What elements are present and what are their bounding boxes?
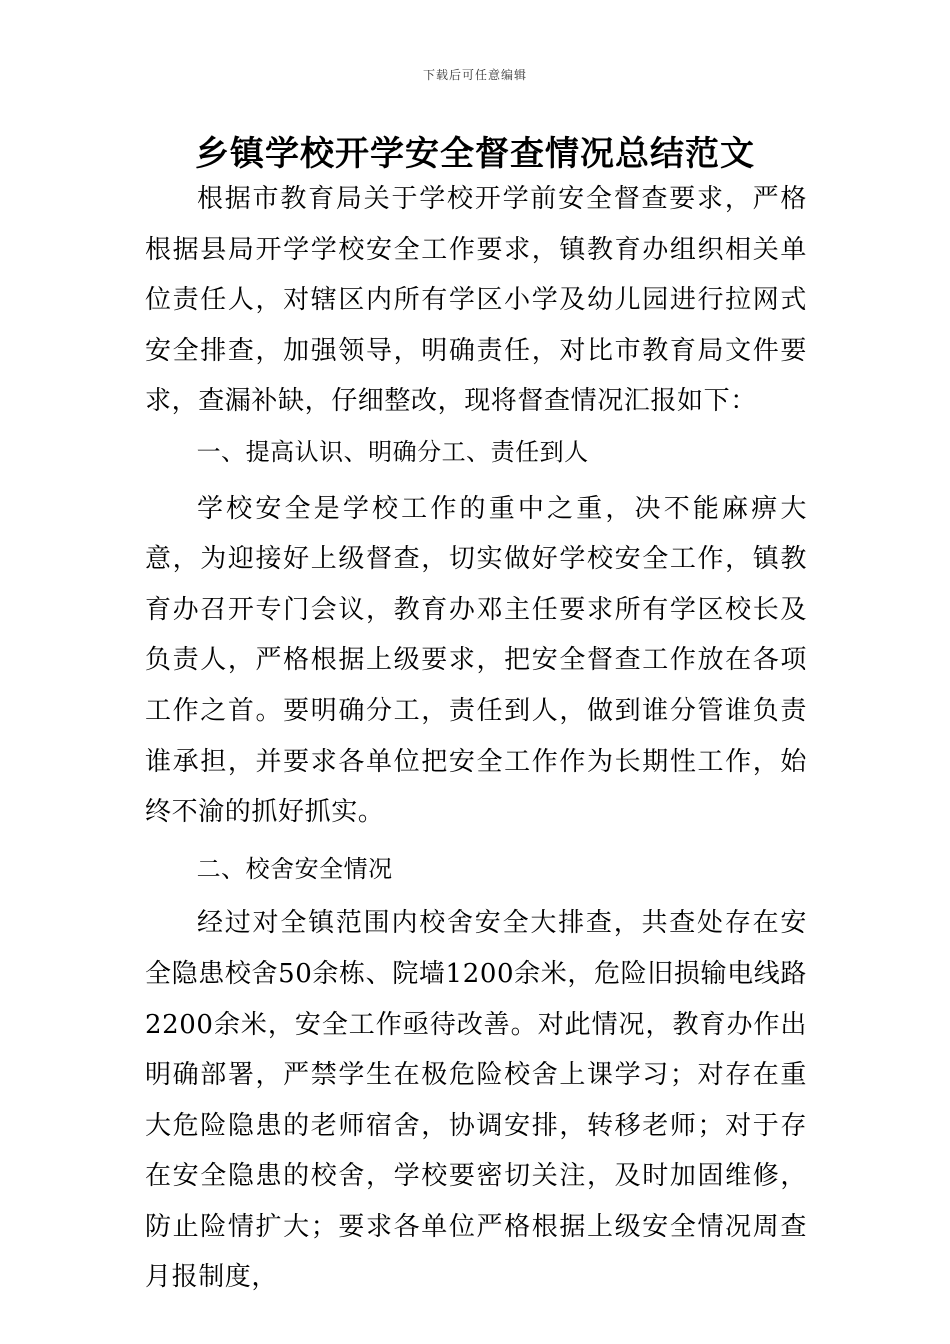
section-heading-2: 二、校舍安全情况 bbox=[196, 854, 393, 883]
section-heading-1: 一、提高认识、明确分工、责任到人 bbox=[196, 437, 589, 466]
document-body bbox=[145, 174, 807, 1303]
document-title: 乡镇学校开学安全督查情况总结范文 bbox=[195, 134, 755, 174]
section-2-paragraph: 经过对全镇范围内校舍安全大排查，共查处存在安全隐患校舍50余栋、院墙1200余米，危险旧损输电线路2200余米，安全工作亟待改善。对此情况，教育办作出明确部署，严禁学生在极危险校舍上课学习；对存在重大危险隐患的老师宿舍，协调安排，转移老师；对于存在安全隐患的校舍，学校要密切关注，及时加固维修，防止险情扩大；要求各单位严格根据上级安全情况周查月报制度， bbox=[145, 908, 807, 1293]
intro-paragraph: 根据市教育局关于学校开学前安全督查要求，严格根据县局开学学校安全工作要求，镇教育办组织相关单位责任人，对辖区内所有学区小学及幼儿园进行拉网式安全排查，加强领导，明确责任，对比市教育局文件要求，查漏补缺，仔细整改，现将督查情况汇报如下： bbox=[145, 184, 807, 417]
header-note: 下载后可任意编辑 bbox=[422, 68, 527, 82]
section-1-paragraph: 学校安全是学校工作的重中之重，决不能麻痹大意，为迎接好上级督查，切实做好学校安全工作，镇教育办召开专门会议，教育办邓主任要求所有学区校长及负责人，严格根据上级要求，把安全督查工作放在各项工作之首。要明确分工，责任到人，做到谁分管谁负责谁承担，并要求各单位把安全工作作为长期性工作，始终不渝的抓好抓实。 bbox=[145, 493, 807, 828]
